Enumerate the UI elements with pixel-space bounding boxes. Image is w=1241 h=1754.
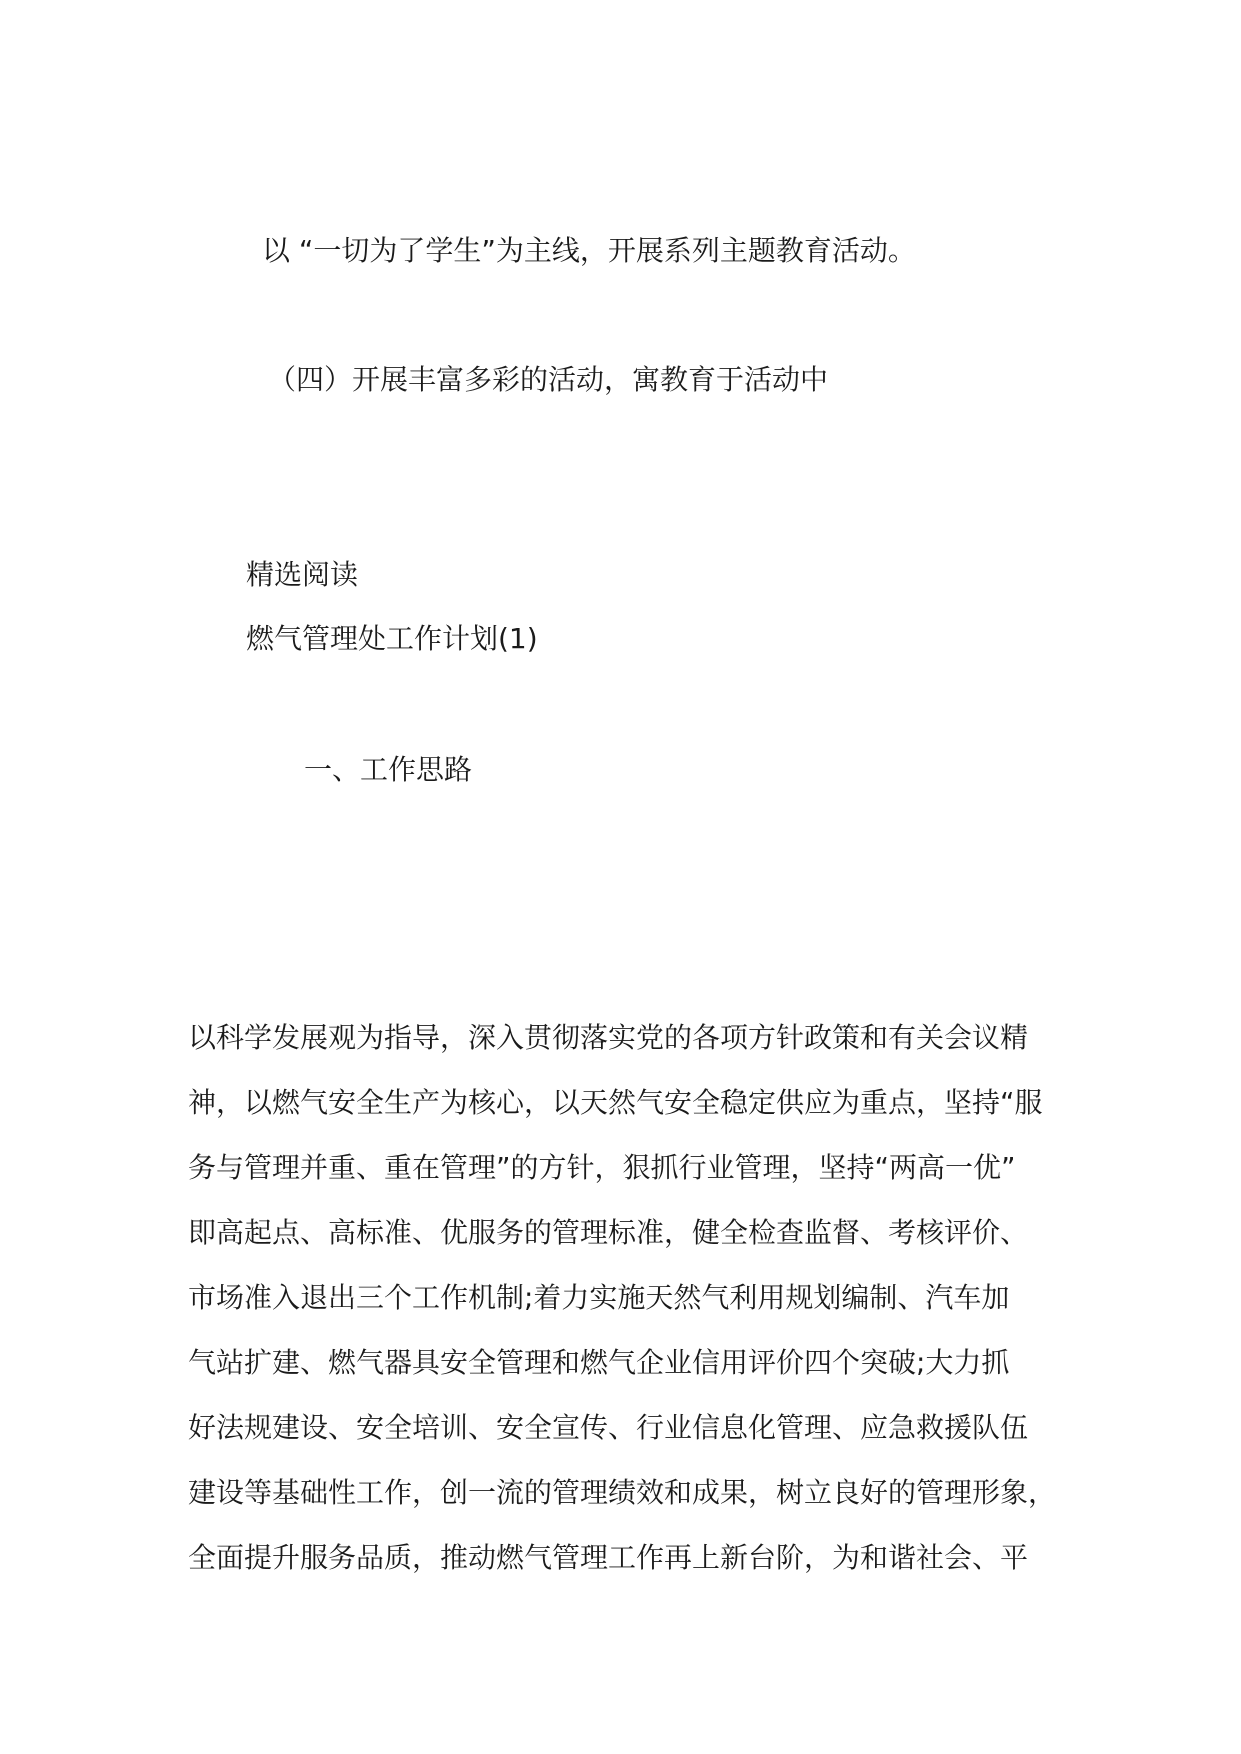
article-title: 燃气管理处工作计划(1) [246,622,538,655]
section-label: 精选阅读 [246,558,359,591]
activity-line: 以 “一切为了学生”为主线，开展系列主题教育活动。 [262,234,916,267]
paragraph-line: 以科学发展观为指导，深入贯彻落实党的各项方针政策和有关会议精 [188,1021,1029,1054]
paragraph-line: 建设等基础性工作，创一流的管理绩效和成果，树立良好的管理形象， [188,1476,1057,1509]
paragraph-line: 好法规建设、安全培训、安全宣传、行业信息化管理、应急救援队伍 [188,1411,1029,1444]
paragraph-line: 气站扩建、燃气器具安全管理和燃气企业信用评价四个突破;大力抓 [188,1346,1010,1379]
paragraph-line: 务与管理并重、重在管理”的方针，狠抓行业管理，坚持“两高一优” [188,1151,1016,1184]
paragraph-line: 即高起点、高标准、优服务的管理标准，健全检查监督、考核评价、 [188,1216,1029,1249]
body-paragraph [188,1005,1068,1590]
paragraph-line: 全面提升服务品质，推动燃气管理工作再上新台阶，为和谐社会、平 [188,1541,1029,1574]
paragraph-line: 神，以燃气安全生产为核心，以天然气安全稳定供应为重点，坚持“服 [188,1086,1043,1119]
paragraph-line: 市场准入退出三个工作机制;着力实施天然气利用规划编制、汽车加 [188,1281,1010,1314]
section-four-heading: （四）开展丰富多彩的活动，寓教育于活动中 [268,363,829,396]
heading-work-approach: 一、工作思路 [304,753,473,786]
